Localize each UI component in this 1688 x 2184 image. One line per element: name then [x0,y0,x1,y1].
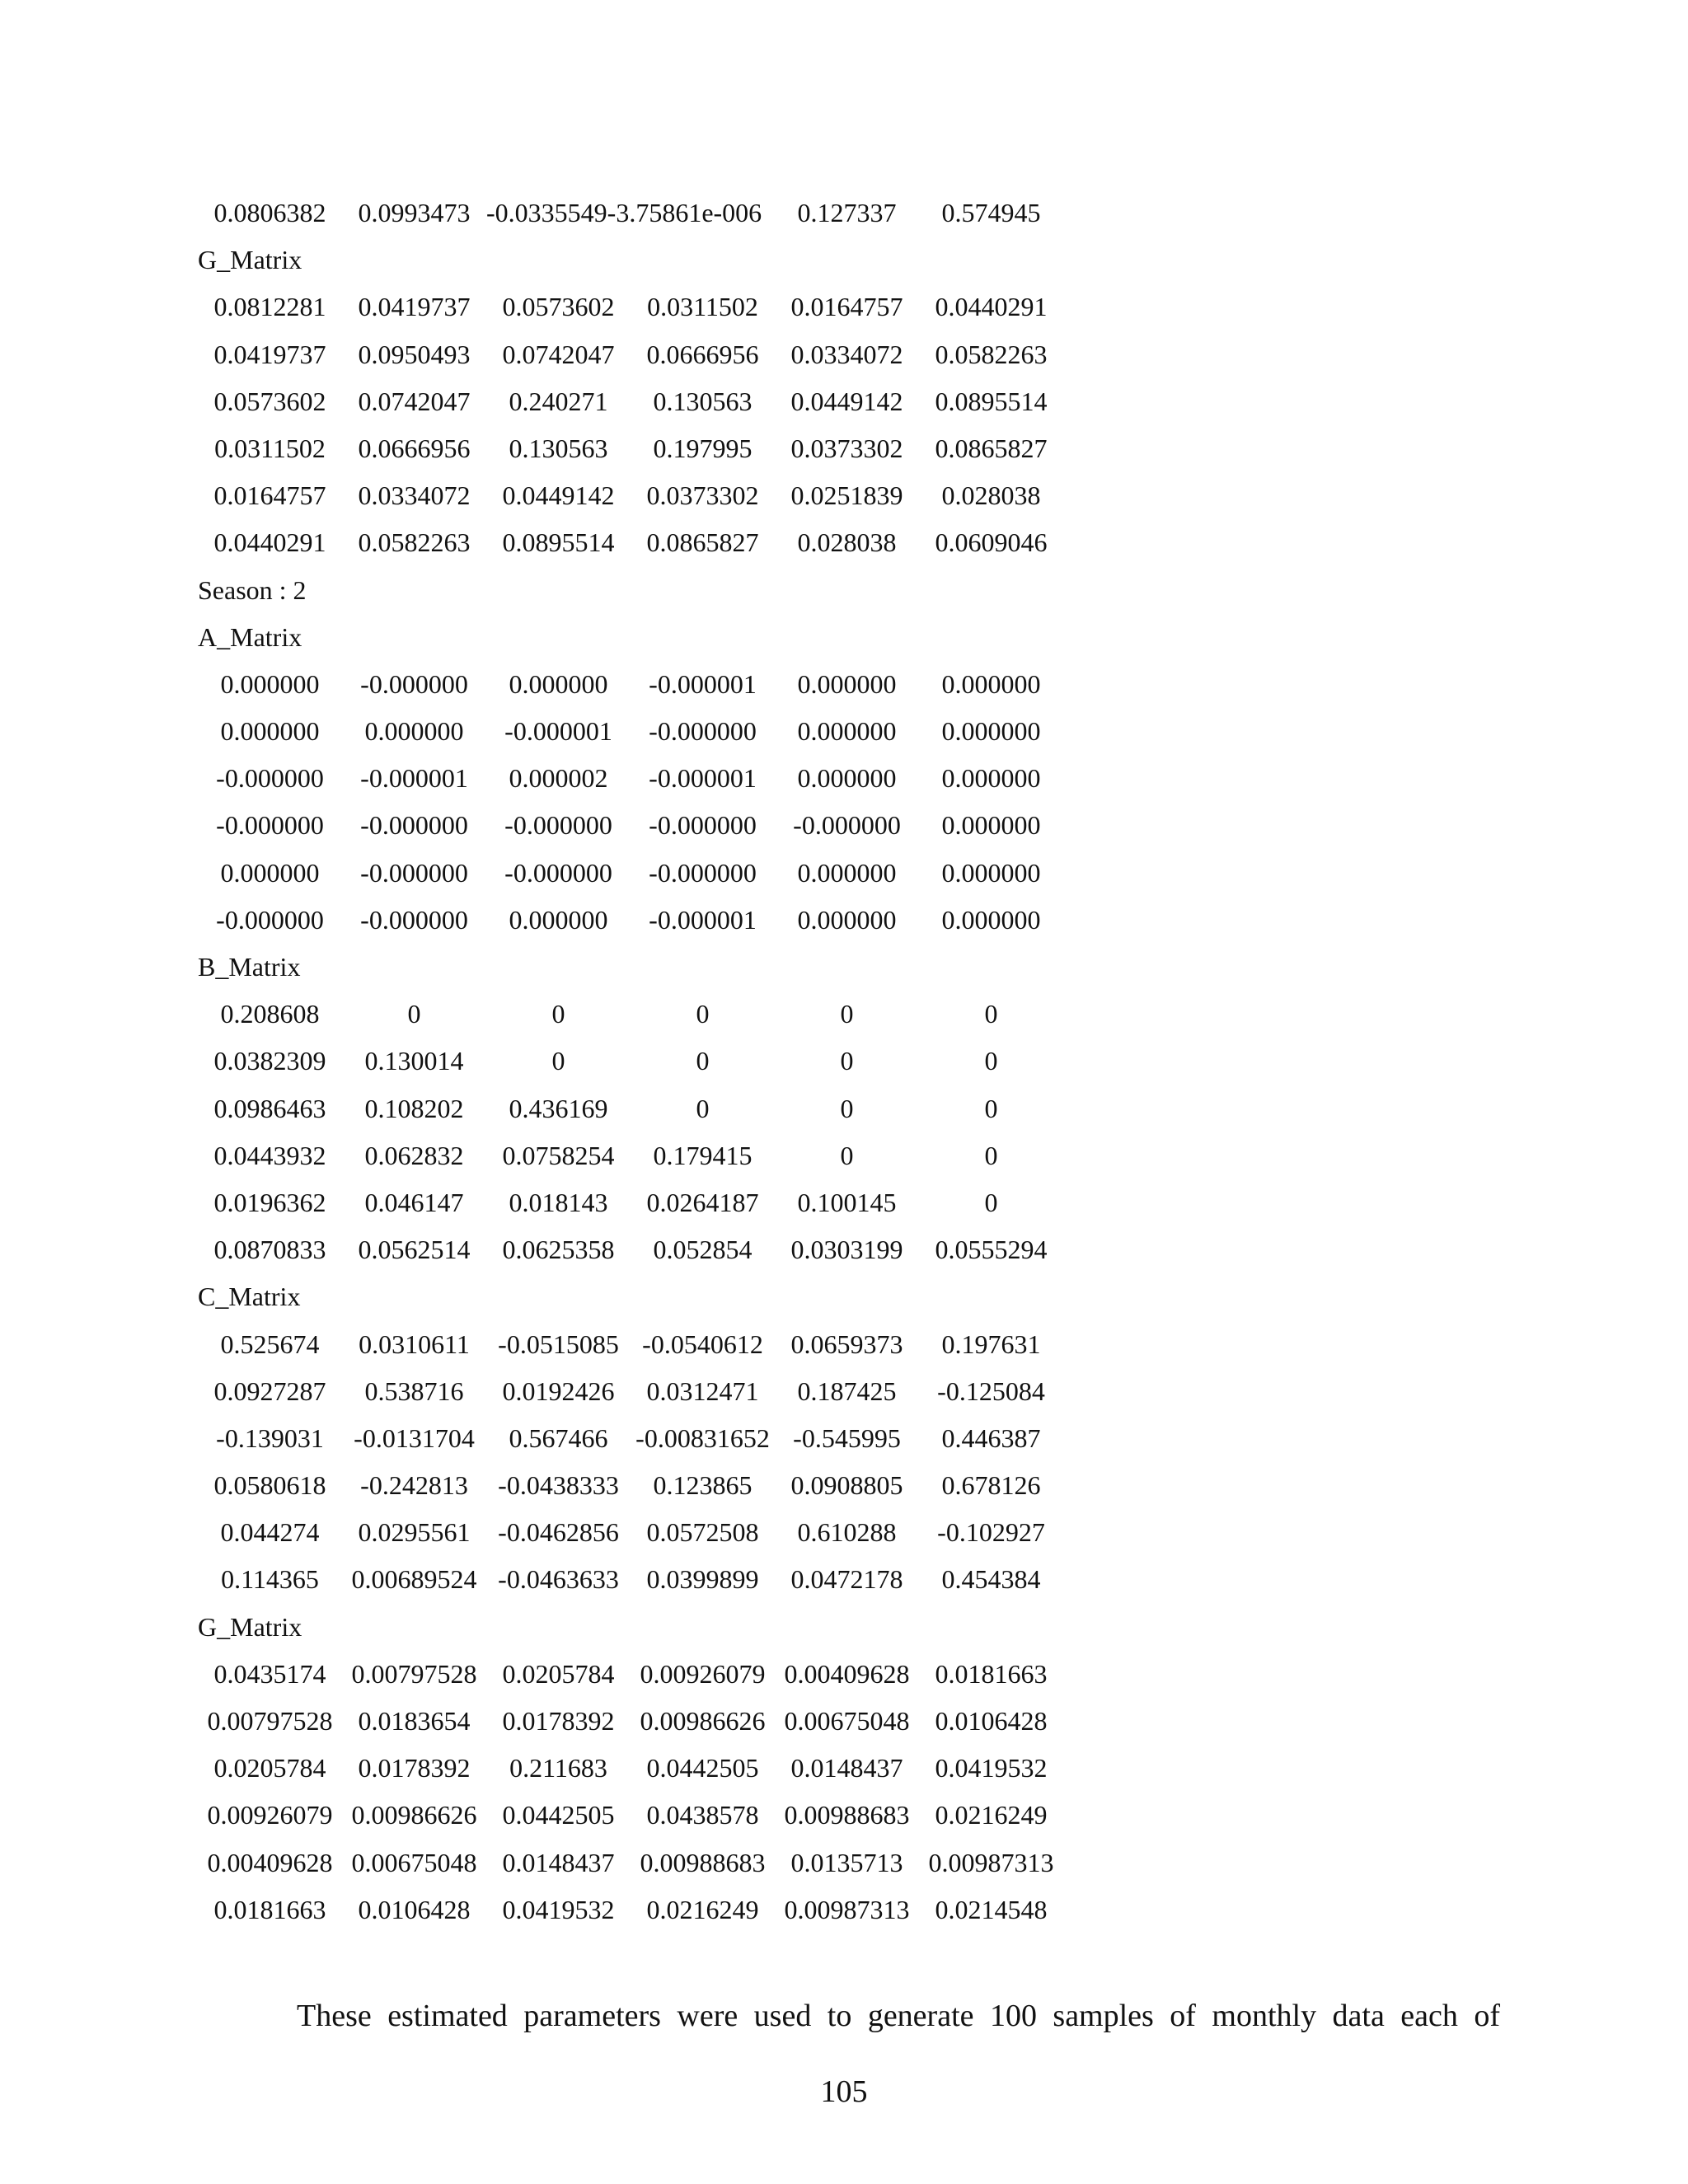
matrix-row [198,1226,1187,1273]
matrix-row [198,1368,1187,1415]
matrix-row [198,755,1187,802]
matrix-cell: 0 [840,999,854,1029]
matrix-cell: 0.000000 [941,904,1041,935]
matrix-cell: 0.00675048 [351,1847,477,1877]
matrix-cell: 0.0373302 [646,480,759,511]
matrix-row [198,331,1187,378]
matrix-cell: -0.000000 [216,763,324,794]
matrix-cell: 0.000000 [797,904,897,935]
matrix-cell: 0.187425 [797,1376,897,1406]
matrix-cell: 0.446387 [941,1422,1041,1453]
matrix-cell: 0.130563 [653,386,753,416]
matrix-cell: 0.0382309 [213,1046,326,1076]
matrix-row [198,1132,1187,1179]
matrix-cell: 0 [984,1046,998,1076]
matrix-row [198,1556,1187,1603]
matrix-cell: -0.000001 [360,763,468,794]
matrix-cell: 0 [696,1093,710,1123]
matrix-cell: 0.0927287 [213,1376,326,1406]
matrix-cell: -0.000000 [504,857,612,888]
matrix-cell: 0.0419532 [502,1894,615,1924]
matrix-cell: 0.00987313 [928,1847,1054,1877]
matrix-cell: 0.0192426 [502,1376,615,1406]
matrix-cell: 0.610288 [797,1517,897,1548]
matrix-row [198,472,1187,519]
matrix-row [198,1509,1187,1556]
matrix-cell: 0.00986626 [351,1800,477,1830]
matrix-cell: 0.0812281 [213,292,326,322]
matrix-cell: 0.000000 [509,668,608,699]
matrix-cell: 0.436169 [509,1093,608,1123]
matrix-cell: 0.0555294 [935,1235,1048,1265]
matrix-cell: 0.0573602 [213,386,326,416]
matrix-cell: 0.0440291 [935,292,1048,322]
matrix-cell: 0.00689524 [351,1564,477,1595]
matrix-cell: 0.179415 [653,1140,753,1170]
matrix-cell: 0 [551,999,565,1029]
matrix-cell: -0.102927 [937,1517,1045,1548]
matrix-cell: 0.0562514 [358,1235,471,1265]
body-paragraph: These estimated parameters were used to generate 100 samples of monthly data each of [297,1999,1500,2033]
matrix-cell: -0.000001 [649,668,757,699]
matrix-cell: -0.000000 [649,716,757,747]
matrix-cell: 0.0582263 [935,339,1048,369]
matrix-row [198,1462,1187,1509]
matrix-cell: 0.0205784 [502,1658,615,1689]
matrix-cell: 0.0449142 [502,480,615,511]
matrix-cell: -0.242813 [360,1470,468,1501]
matrix-cell: 0.0993473 [358,198,471,227]
matrix-cell: 0.000000 [509,904,608,935]
matrix-row [198,1745,1187,1792]
matrix-cell: 0.0573602 [502,292,615,322]
matrix-cell: 0.000000 [941,763,1041,794]
matrix-cell: 0.0311502 [214,433,326,463]
matrix-cell: 0.0183654 [358,1706,471,1736]
matrix-cell [631,190,775,237]
matrix-cell: 0.0214548 [935,1894,1048,1924]
matrix-cell: 0.0178392 [358,1753,471,1783]
matrix-cell: 0.00988683 [640,1847,766,1877]
matrix-row [198,378,1187,425]
matrix-cell: 0.114365 [221,1564,319,1595]
matrix-cell: 0.0806382 [213,198,326,227]
matrix-cell: 0.0196362 [213,1187,326,1217]
matrix-cell: 0.0148437 [790,1753,903,1783]
matrix-row [198,991,1187,1038]
matrix-cell: 0.00926079 [640,1658,766,1689]
matrix-cell: 0.0438578 [646,1800,759,1830]
matrix-cell: 0 [840,1140,854,1170]
matrix-cell: 0.123865 [653,1470,753,1501]
matrix-cell: -0.0515085 [498,1329,619,1359]
matrix-cell: 0.062832 [364,1140,464,1170]
matrix-row [198,190,1187,237]
matrix-row [198,1651,1187,1698]
matrix-cell: 0.044274 [220,1517,320,1548]
matrix-cell: 0.0442505 [646,1753,759,1783]
matrix-cell: -0.000000 [360,857,468,888]
matrix-cell: 0.0334072 [358,480,471,511]
matrix-cell: 0.0742047 [358,386,471,416]
matrix-cell: 0.130563 [509,433,608,463]
matrix-cell: -0.0131704 [354,1422,475,1453]
matrix-cell: 0.000000 [797,716,897,747]
matrix-cell: 0.0758254 [502,1140,615,1170]
matrix-cell: 0.0895514 [502,527,615,558]
matrix-cell: 0 [984,1140,998,1170]
matrix-cell: 0.0986463 [213,1093,326,1123]
matrix-cell: 0.0666956 [646,339,759,369]
matrix-cell: 0.0373302 [790,433,903,463]
matrix-cell: 0.0303199 [790,1235,903,1265]
matrix-cell: 0.678126 [941,1470,1041,1501]
matrix-cell: 0.0106428 [935,1706,1048,1736]
matrix-cell: 0.0580618 [213,1470,326,1501]
matrix-cell: 0.108202 [364,1093,464,1123]
matrix-cell: 0.197631 [941,1329,1041,1359]
matrix-cell: 0.00988683 [784,1800,910,1830]
matrix-cell: 0.000000 [220,716,320,747]
matrix-cell: 0.0443932 [213,1140,326,1170]
matrix-cell: 0.0742047 [502,339,615,369]
matrix-cell: 0.0895514 [935,386,1048,416]
matrix-row [198,661,1187,708]
matrix-cell: 0 [840,1093,854,1123]
matrix-cell: 0.0295561 [358,1517,471,1548]
matrix-cell: 0.00926079 [207,1800,333,1830]
matrix-cell: -0.000001 [649,904,757,935]
matrix-row [198,425,1187,472]
matrix-cell: 0.197995 [653,433,753,463]
matrix-cell: -0.000000 [360,810,468,841]
matrix-cell: 0.454384 [941,1564,1041,1595]
matrix-cell: -0.000000 [360,668,468,699]
matrix-cell: 0.00409628 [784,1658,910,1689]
matrix-cell: 0.0572508 [646,1517,759,1548]
matrix-cell: 0.0865827 [646,527,759,558]
matrix-cell: 0.018143 [509,1187,608,1217]
matrix-cell: 0.0472178 [790,1564,903,1595]
matrix-cell: 0.00987313 [784,1894,910,1924]
matrix-cell: -0.0463633 [498,1564,619,1595]
matrix-cell: 0.0311502 [647,292,758,322]
matrix-cell: 0 [696,999,710,1029]
matrix-cell: 0.0178392 [502,1706,615,1736]
matrix-cell: 0.000000 [220,668,320,699]
matrix-cell: 0.0582263 [358,527,471,558]
matrix-row [198,284,1187,330]
matrix-cell: 0.0164757 [213,480,326,511]
matrix-cell: 0.00675048 [784,1706,910,1736]
matrix-cell: 0.000000 [220,857,320,888]
matrix-cell: -0.000000 [793,810,901,841]
matrix-label: G_Matrix [198,1611,302,1642]
matrix-label: B_Matrix [198,952,301,982]
matrix-cell: -0.139031 [216,1422,324,1453]
matrix-row [198,850,1187,897]
matrix-cell: -0.000000 [504,810,612,841]
matrix-cell: 0.046147 [364,1187,464,1217]
matrix-cell: 0.000000 [364,716,464,747]
matrix-cell: 0.0106428 [358,1894,471,1924]
matrix-cell: 0.00797528 [207,1706,333,1736]
matrix-cell: 0.0419737 [213,339,326,369]
matrix-cell: -0.000001 [504,716,612,747]
matrix-cell: -0.545995 [793,1422,901,1453]
matrix-cell: 0.000000 [941,716,1041,747]
matrix-cell: 0.538716 [364,1376,464,1406]
matrix-row [198,802,1187,849]
matrix-cell: 0 [840,1046,854,1076]
matrix-label: G_Matrix [198,245,302,275]
matrix-cell: 0.0435174 [213,1658,326,1689]
matrix-row [198,1179,1187,1226]
matrix-cell: -0.000001 [649,763,757,794]
matrix-row [198,897,1187,944]
matrix-label: C_Matrix [198,1282,301,1312]
matrix-cell: 0.127337 [797,198,897,227]
matrix-cell: 0.000000 [797,857,897,888]
matrix-cell: -0.0540612 [642,1329,763,1359]
matrix-cell: 0.0148437 [502,1847,615,1877]
matrix-row [198,1321,1187,1368]
matrix-row [198,1792,1187,1839]
matrix-cell: 0.0135713 [790,1847,903,1877]
matrix-cell: 0.000000 [941,810,1041,841]
matrix-cell: 0.574945 [941,198,1041,227]
matrix-cell: 0.208608 [220,999,320,1029]
matrix-cell: 0.211683 [509,1753,607,1783]
matrix-cell: -0.125084 [937,1376,1045,1406]
matrix-cell: -0.000000 [649,857,757,888]
matrix-cell: 0.0609046 [935,527,1048,558]
matrix-cell: 0.0181663 [935,1658,1048,1689]
matrix-cell: 0 [984,1093,998,1123]
matrix-cell: 0.000000 [941,857,1041,888]
matrix-cell: 0.00797528 [351,1658,477,1689]
matrix-cell: 0.00986626 [640,1706,766,1736]
matrix-cell: 0.0950493 [358,339,471,369]
matrix-label: Season : 2 [198,574,307,605]
matrix-cell: -0.0438333 [498,1470,619,1501]
matrix-cell: -0.000000 [649,810,757,841]
matrix-row [198,1415,1187,1462]
matrix-cell: 0.052854 [653,1235,753,1265]
matrix-label: A_Matrix [198,621,302,652]
matrix-row [198,1038,1187,1085]
matrix-cell: 0.0216249 [935,1800,1048,1830]
matrix-cell: 0.0442505 [502,1800,615,1830]
matrix-row [198,1886,1187,1933]
matrix-cell: 0.0216249 [646,1894,759,1924]
matrix-cell: 0.0440291 [213,527,326,558]
matrix-row [198,1085,1187,1132]
matrix-cell: -0.0462856 [498,1517,619,1548]
matrix-cell: 0.00409628 [207,1847,333,1877]
matrix-cell: 0.0251839 [790,480,903,511]
matrix-row [198,519,1187,566]
matrix-cell: 0 [696,1046,710,1076]
matrix-cell: -0.000000 [216,810,324,841]
matrix-cell: 0.000002 [509,763,608,794]
matrix-cell: 0 [984,1187,998,1217]
matrix-cell: 0.0666956 [358,433,471,463]
matrix-cell: 0 [551,1046,565,1076]
matrix-row [198,1698,1187,1745]
matrix-cell: 0.567466 [509,1422,608,1453]
matrix-cell: 0.0310611 [359,1329,470,1359]
matrix-cell: 0.0908805 [790,1470,903,1501]
matrix-cell: 0.0419737 [358,292,471,322]
matrix-cell: 0 [407,999,421,1029]
matrix-cell: 0.0164757 [790,292,903,322]
matrix-cell: 0 [984,999,998,1029]
matrix-cell: 0.100145 [797,1187,897,1217]
matrix-cell: 0.0870833 [213,1235,326,1265]
matrix-cell: 0.0625358 [502,1235,615,1265]
matrix-cell: 0.0334072 [790,339,903,369]
matrix-cell: 0.0449142 [790,386,903,416]
matrix-cell: 0.0312471 [646,1376,759,1406]
matrix-cell: 0.0399899 [646,1564,759,1595]
matrix-cell: 0.028038 [941,480,1041,511]
matrix-cell: 0.0205784 [213,1753,326,1783]
matrix-cell: -0.0335549-3.75861e-006 [486,198,762,227]
matrix-cell: 0.000000 [797,763,897,794]
matrix-cell: 0.000000 [941,668,1041,699]
matrix-cell: 0.0264187 [646,1187,759,1217]
matrix-cell: 0.0659373 [790,1329,903,1359]
matrix-cell: 0.525674 [220,1329,320,1359]
matrix-cell: 0.0181663 [213,1894,326,1924]
matrix-cell: 0.0865827 [935,433,1048,463]
matrix-listing [198,190,1187,1933]
matrix-cell: 0.028038 [797,527,897,558]
matrix-row [198,708,1187,755]
matrix-cell: 0.130014 [364,1046,464,1076]
matrix-cell: 0.0419532 [935,1753,1048,1783]
matrix-cell: -0.000000 [360,904,468,935]
matrix-cell: -0.000000 [216,904,324,935]
matrix-cell: -0.00831652 [635,1422,770,1453]
matrix-row [198,1840,1187,1886]
matrix-cell: 0.240271 [509,386,608,416]
page-number: 105 [820,2074,868,2109]
matrix-cell: 0.000000 [797,668,897,699]
